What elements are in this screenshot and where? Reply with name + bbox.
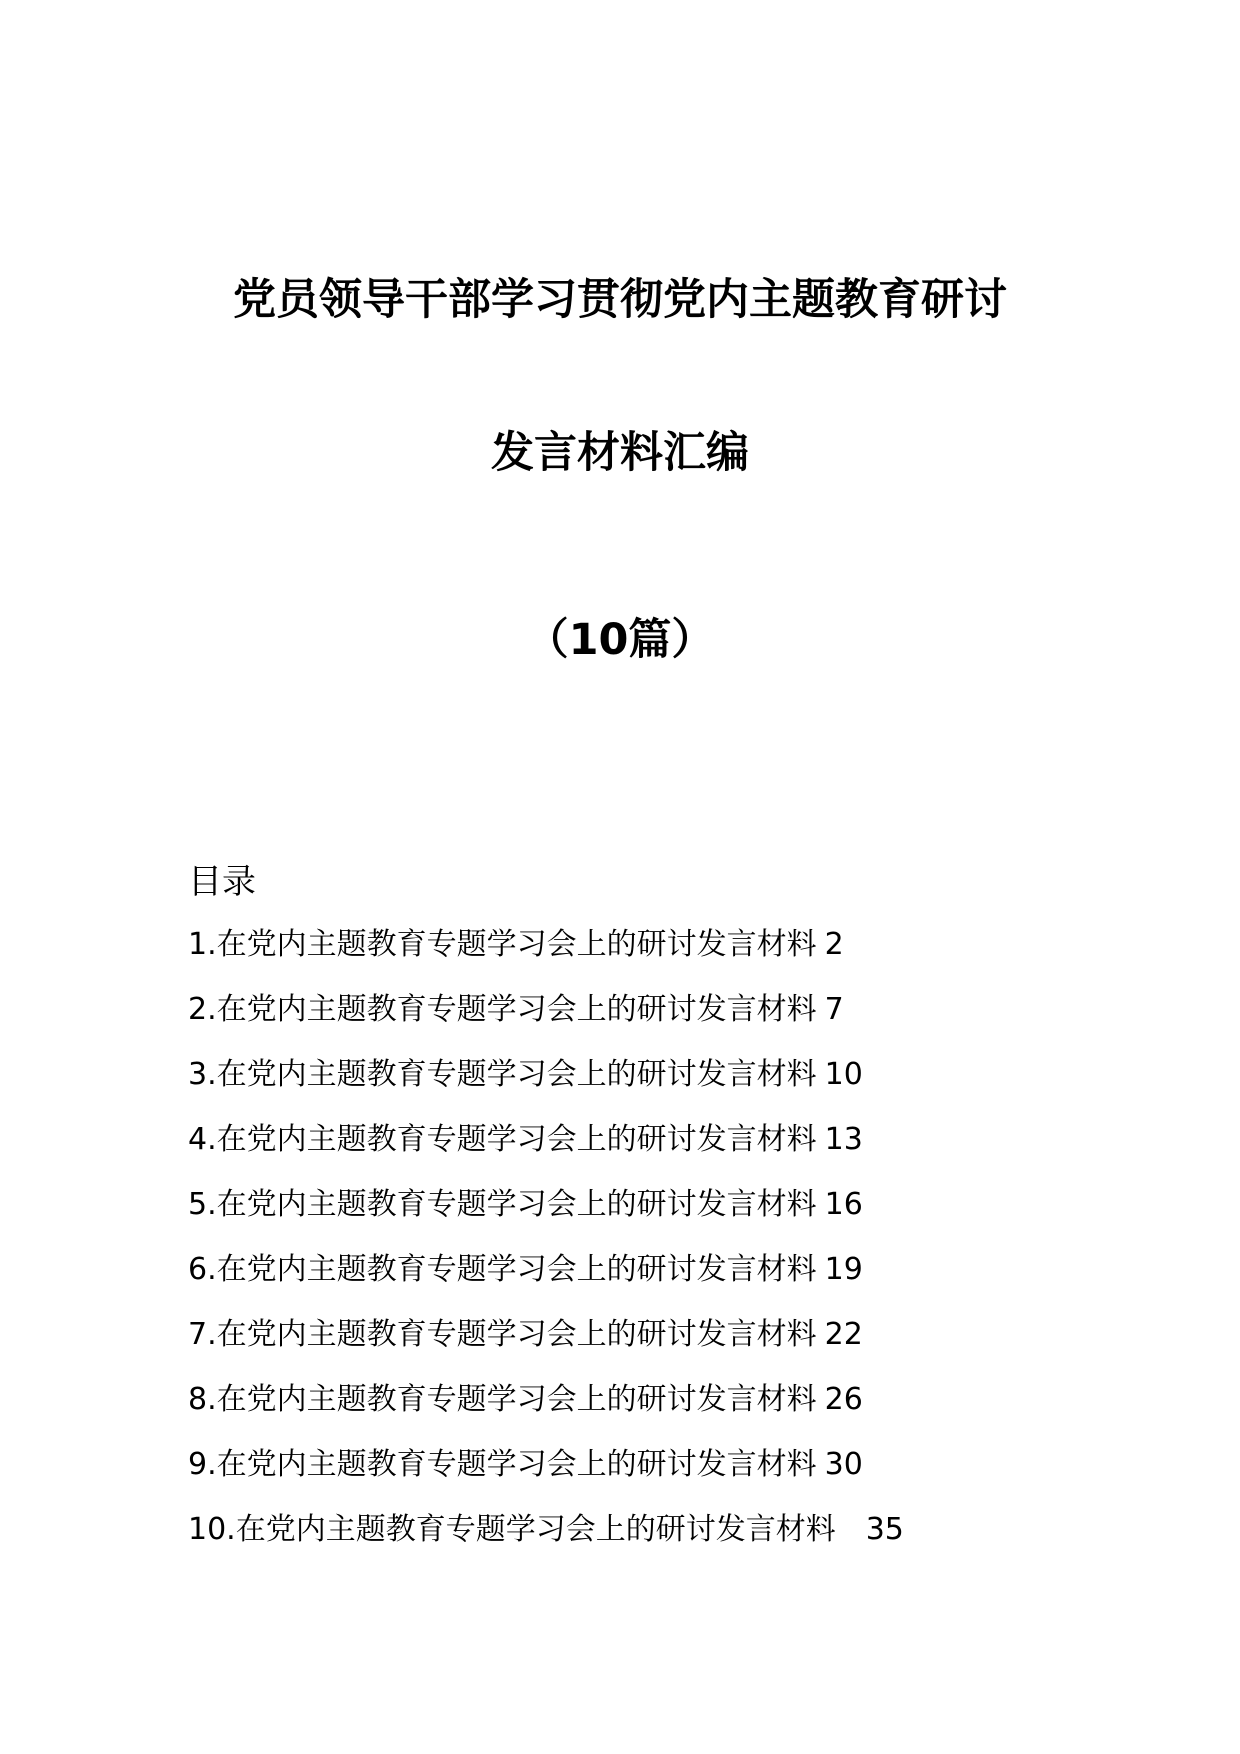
toc-item-text: 10.在党内主题教育专题学习会上的研讨发言材料 bbox=[188, 1512, 836, 1547]
toc-item-page-number: 30 bbox=[824, 1447, 863, 1482]
toc-item[interactable] bbox=[188, 1315, 1088, 1355]
document-title-line-3: （10篇） bbox=[525, 615, 715, 665]
toc-item[interactable] bbox=[188, 1510, 1088, 1550]
toc-item-page-number: 19 bbox=[824, 1252, 863, 1287]
toc-item[interactable] bbox=[188, 990, 1088, 1030]
toc-item-text: 7.在党内主题教育专题学习会上的研讨发言材料 bbox=[188, 1317, 817, 1352]
toc-item-page-number: 10 bbox=[824, 1057, 863, 1092]
document-title-line-1: 党员领导干部学习贯彻党内主题教育研讨 bbox=[233, 275, 1007, 325]
toc-item[interactable] bbox=[188, 1055, 1088, 1095]
toc-item[interactable] bbox=[188, 1380, 1088, 1420]
toc-list bbox=[188, 925, 1088, 1550]
toc-item-text: 6.在党内主题教育专题学习会上的研讨发言材料 bbox=[188, 1252, 817, 1287]
toc-item-page-number: 16 bbox=[824, 1187, 863, 1222]
toc-item-page-number: 26 bbox=[824, 1382, 863, 1417]
toc-item-page-number: 22 bbox=[824, 1317, 863, 1352]
toc-item-text: 9.在党内主题教育专题学习会上的研讨发言材料 bbox=[188, 1447, 817, 1482]
toc-item-page-number: 35 bbox=[865, 1512, 904, 1547]
toc-item[interactable] bbox=[188, 1445, 1088, 1485]
document-title-line-2: 发言材料汇编 bbox=[491, 428, 749, 478]
toc-item-text: 3.在党内主题教育专题学习会上的研讨发言材料 bbox=[188, 1057, 817, 1092]
toc-heading: 目录 bbox=[188, 862, 256, 902]
toc-item[interactable] bbox=[188, 1185, 1088, 1225]
toc-item-text: 5.在党内主题教育专题学习会上的研讨发言材料 bbox=[188, 1187, 817, 1222]
toc-item-page-number: 13 bbox=[824, 1122, 863, 1157]
toc-item-text: 2.在党内主题教育专题学习会上的研讨发言材料 bbox=[188, 992, 817, 1027]
toc-item-text: 8.在党内主题教育专题学习会上的研讨发言材料 bbox=[188, 1382, 817, 1417]
table-of-contents bbox=[188, 860, 1088, 1575]
toc-item[interactable] bbox=[188, 1120, 1088, 1160]
toc-item-text: 4.在党内主题教育专题学习会上的研讨发言材料 bbox=[188, 1122, 817, 1157]
toc-item-page-number: 2 bbox=[824, 927, 844, 962]
toc-item-text: 1.在党内主题教育专题学习会上的研讨发言材料 bbox=[188, 927, 817, 962]
toc-item[interactable] bbox=[188, 1250, 1088, 1290]
toc-item-page-number: 7 bbox=[824, 992, 844, 1027]
toc-item[interactable] bbox=[188, 925, 1088, 965]
